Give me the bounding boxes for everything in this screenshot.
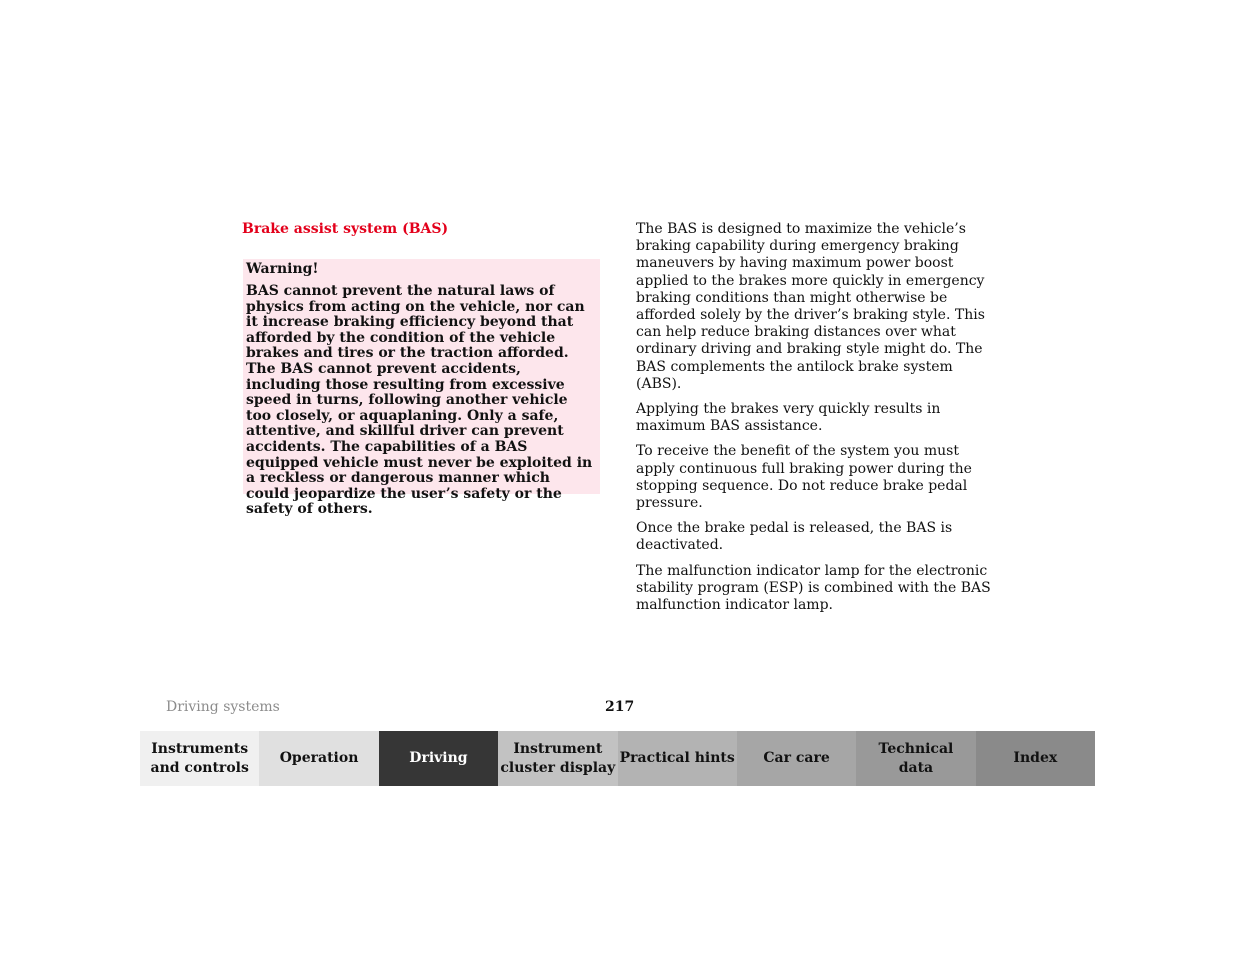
nav-tab-index[interactable]: Index bbox=[976, 731, 1095, 786]
chapter-label: Driving systems bbox=[166, 699, 280, 715]
paragraph: To receive the benefit of the system you must apply continuous full braking power during the stopping sequence. Do not reduce brake pedal pressure. bbox=[636, 443, 972, 512]
paragraph: Once the brake pedal is released, the BAS is deactivated. bbox=[636, 520, 953, 554]
warning-text: BAS cannot prevent the natural laws of physics from acting on the vehicle, nor can it increase braking efficiency beyond that afforded by the condition of the vehicle brakes and tires or the traction afforded. The BAS cannot prevent accidents, including those resulting from excessive speed in turns, following another vehicle too closely, or aquaplaning. Only a safe, attentive, and skillful driver can prevent accidents. The capabilities of a BAS equipped vehicle must never be exploited in a reckless or dangerous manner which could jeopardize the user’s safety or the safety of others. bbox=[246, 283, 593, 518]
nav-tab-instrument-cluster-display[interactable]: Instrument cluster display bbox=[498, 731, 617, 786]
paragraph: The malfunction indicator lamp for the electronic stability program (ESP) is combined with the BAS malfunction indicator lamp. bbox=[636, 562, 991, 614]
nav-tab-instruments-and-controls[interactable]: Instruments and controls bbox=[140, 731, 259, 786]
paragraph: Applying the brakes very quickly results in maximum BAS assistance. bbox=[636, 401, 941, 435]
nav-tab-driving[interactable]: Driving bbox=[379, 731, 498, 786]
section-title: Brake assist system (BAS) bbox=[242, 221, 449, 237]
nav-tab-practical-hints[interactable]: Practical hints bbox=[618, 731, 737, 786]
nav-tab-operation[interactable]: Operation bbox=[259, 731, 378, 786]
body-text bbox=[636, 221, 998, 622]
chapter-nav bbox=[140, 731, 1095, 786]
nav-tab-car-care[interactable]: Car care bbox=[737, 731, 856, 786]
page-number: 217 bbox=[605, 699, 635, 715]
paragraph: The BAS is designed to maximize the vehicle’s braking capability during emergency braking maneuvers by having maximum power boost applied to the brakes more quickly in emergency braking conditions than might otherwise be afforded solely by the driver’s braking style. This can help reduce braking distances over what ordinary driving and braking style might do. The BAS complements the antilock brake system (ABS). bbox=[636, 221, 985, 392]
warning-box bbox=[243, 259, 600, 518]
nav-tab-technical-data[interactable]: Technical data bbox=[856, 731, 975, 786]
warning-title: Warning! bbox=[246, 261, 319, 277]
